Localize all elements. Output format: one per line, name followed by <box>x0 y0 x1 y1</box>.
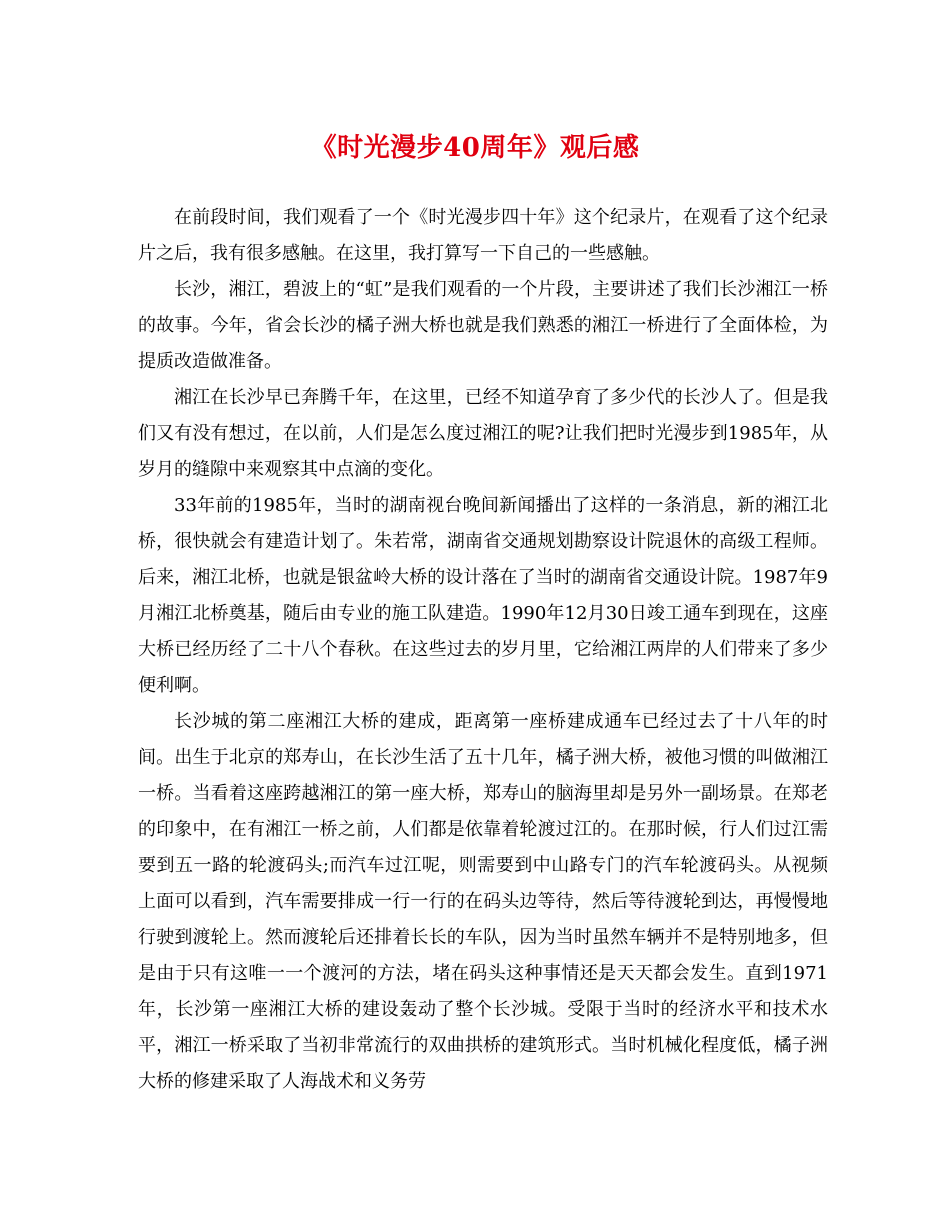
paragraph-4: 33年前的1985年，当时的湖南视台晚间新闻播出了这样的一条消息，新的湘江北桥，很快就会有建造计划了。朱若常，湖南省交通规划勘察设计院退休的高级工程师。后来，湘江北桥，也就是银盆岭大桥的设计落在了当时的湖南省交通设计院。1987年9月湘江北桥奠基，随后由专业的施工队建造。1990年12月30日竣工通车到现在，这座大桥已经历经了二十八个春秋。在这些过去的岁月里，它给湘江两岸的人们带来了多少便利啊。 <box>138 495 828 696</box>
paragraph-5: 长沙城的第二座湘江大桥的建成，距离第一座桥建成通车已经过去了十八年的时间。出生于北京的郑寿山，在长沙生活了五十几年，橘子洲大桥，被他习惯的叫做湘江一桥。当看着这座跨越湘江的第一座大桥，郑寿山的脑海里却是另外一副场景。在郑老的印象中，在有湘江一桥之前，人们都是依靠着轮渡过江的。在那时候，行人们过江需要到五一路的轮渡码头;而汽车过江呢，则需要到中山路专门的汽车轮渡码头。从视频上面可以看到，汽车需要排成一行一行的在码头边等待，然后等待渡轮到达，再慢慢地行驶到渡轮上。然而渡轮后还排着长长的车队，因为当时虽然车辆并不是特别地多，但是由于只有这唯一一个渡河的方法，堵在码头这种事情还是天天都会发生。直到1971年，长沙第一座湘江大桥的建设轰动了整个长沙城。受限于当时的经济水平和技术水平，湘江一桥采取了当初非常流行的双曲拱桥的建筑形式。当时机械化程度低，橘子洲大桥的修建采取了人海战术和义务劳 <box>138 711 828 1092</box>
document-body <box>138 200 828 1100</box>
paragraph-3: 湘江在长沙早已奔腾千年，在这里，已经不知道孕育了多少代的长沙人了。但是我们又有没有想过，在以前，人们是怎么度过湘江的呢?让我们把时光漫步到1985年，从岁月的缝隙中来观察其中点滴的变化。 <box>138 387 828 480</box>
paragraph-2: 长沙，湘江，碧波上的“虹”是我们观看的一个片段，主要讲述了我们长沙湘江一桥的故事。今年，省会长沙的橘子洲大桥也就是我们熟悉的湘江一桥进行了全面体检，为提质改造做准备。 <box>138 279 828 372</box>
document-title: 《时光漫步40周年》观后感 <box>310 133 640 163</box>
paragraph-1: 在前段时间，我们观看了一个《时光漫步四十年》这个纪录片，在观看了这个纪录片之后，我有很多感触。在这里，我打算写一下自己的一些感触。 <box>138 207 828 264</box>
